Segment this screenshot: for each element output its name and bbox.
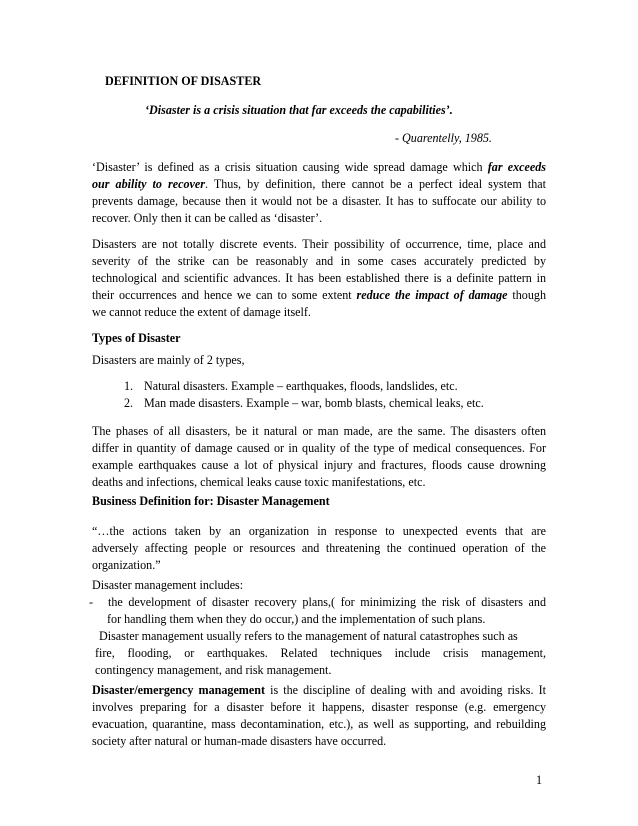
- list-item: 2. Man made disasters. Example – war, bomb blasts, chemical leaks, etc.: [124, 396, 484, 410]
- paragraph-line: deaths and infections, chemical leaks cause toxic manifestations, etc.: [92, 475, 426, 489]
- paragraph-line: Disaster/emergency management is the discipline of dealing with and avoiding risks. It: [92, 683, 546, 697]
- includes-intro: Disaster management includes:: [92, 578, 244, 592]
- business-definition-heading: Business Definition for: Disaster Management: [92, 494, 330, 508]
- paragraph-line: Disaster management usually refers to the management of natural catastrophes such as: [99, 629, 518, 643]
- types-list: [124, 378, 544, 412]
- emergency-management-paragraph: [92, 682, 546, 750]
- paragraph-line: organization.”: [92, 558, 161, 572]
- paragraph-line: adversely affecting people or resources and threatening the continued operation of the: [92, 541, 546, 555]
- paragraph-line: evacuation, quarantine, mass decontamination, etc.), as well as supporting, and rebuilding: [92, 717, 546, 731]
- paragraph-line: recover. Only then it can be called as ‘disaster’.: [92, 211, 323, 225]
- paragraph-line: involves preparing for a disaster before it happens, disaster response (e.g. emergency: [92, 700, 546, 714]
- paragraph-line: technological and scientific advances. It has been established there is a definite pattern in: [92, 271, 546, 285]
- epigraph-quote: ‘Disaster is a crisis situation that far exceeds the capabilities’.: [145, 103, 453, 117]
- paragraph-line: “…the actions taken by an organization in response to unexpected events that are: [92, 524, 546, 538]
- paragraph-line: contingency management, and risk management.: [95, 663, 332, 677]
- includes-item: - the development of disaster recovery plans,( for minimizing the risk of disasters and: [89, 595, 546, 609]
- phases-paragraph: [92, 423, 546, 491]
- list-item: 1. Natural disasters. Example – earthquakes, floods, landslides, etc.: [124, 379, 458, 393]
- paragraph-line: severity of the strike can be reasonably and in some cases accurately predicted by: [92, 254, 546, 268]
- predictability-paragraph: [92, 236, 546, 321]
- definition-paragraph: [92, 159, 546, 227]
- paragraph-line: Disasters are not totally discrete events. Their possibility of occurrence, time, place and: [92, 237, 546, 251]
- paragraph-line: society after natural or human-made disasters have occurred.: [92, 734, 387, 748]
- paragraph-line: fire, flooding, or earthquakes. Related techniques include crisis management,: [95, 646, 546, 660]
- paragraph-line: example earthquakes cause a lot of physical injury and fractures, floods cause drowning: [92, 458, 546, 472]
- page-title: DEFINITION OF DISASTER: [105, 74, 262, 88]
- paragraph-line: ‘Disaster’ is defined as a crisis situation causing wide spread damage which far exceeds: [92, 160, 546, 174]
- paragraph-line: their occurrences and hence we can to some extent reduce the impact of damage though: [92, 288, 546, 302]
- business-definition-quote: [92, 523, 546, 574]
- types-heading: Types of Disaster: [92, 331, 181, 345]
- management-includes: [89, 577, 546, 679]
- paragraph-line: differ in quantity of damage caused or in quality of the type of medical consequences. For: [92, 441, 546, 455]
- types-intro: Disasters are mainly of 2 types,: [92, 353, 245, 367]
- page-number: 1: [536, 773, 543, 787]
- paragraph-line: prevents damage, because then it would not be a disaster. It has to suffocate our ability to: [92, 194, 546, 208]
- epigraph-attribution: - Quarentelly, 1985.: [395, 131, 492, 145]
- includes-item-continued: for handling them when they do occur,) and the implementation of such plans.: [107, 612, 486, 626]
- paragraph-line: our ability to recover. Thus, by definition, there cannot be a perfect ideal system that: [92, 177, 546, 191]
- paragraph-line: we cannot reduce the extent of damage itself.: [92, 305, 311, 319]
- paragraph-line: The phases of all disasters, be it natural or man made, are the same. The disasters often: [92, 424, 546, 438]
